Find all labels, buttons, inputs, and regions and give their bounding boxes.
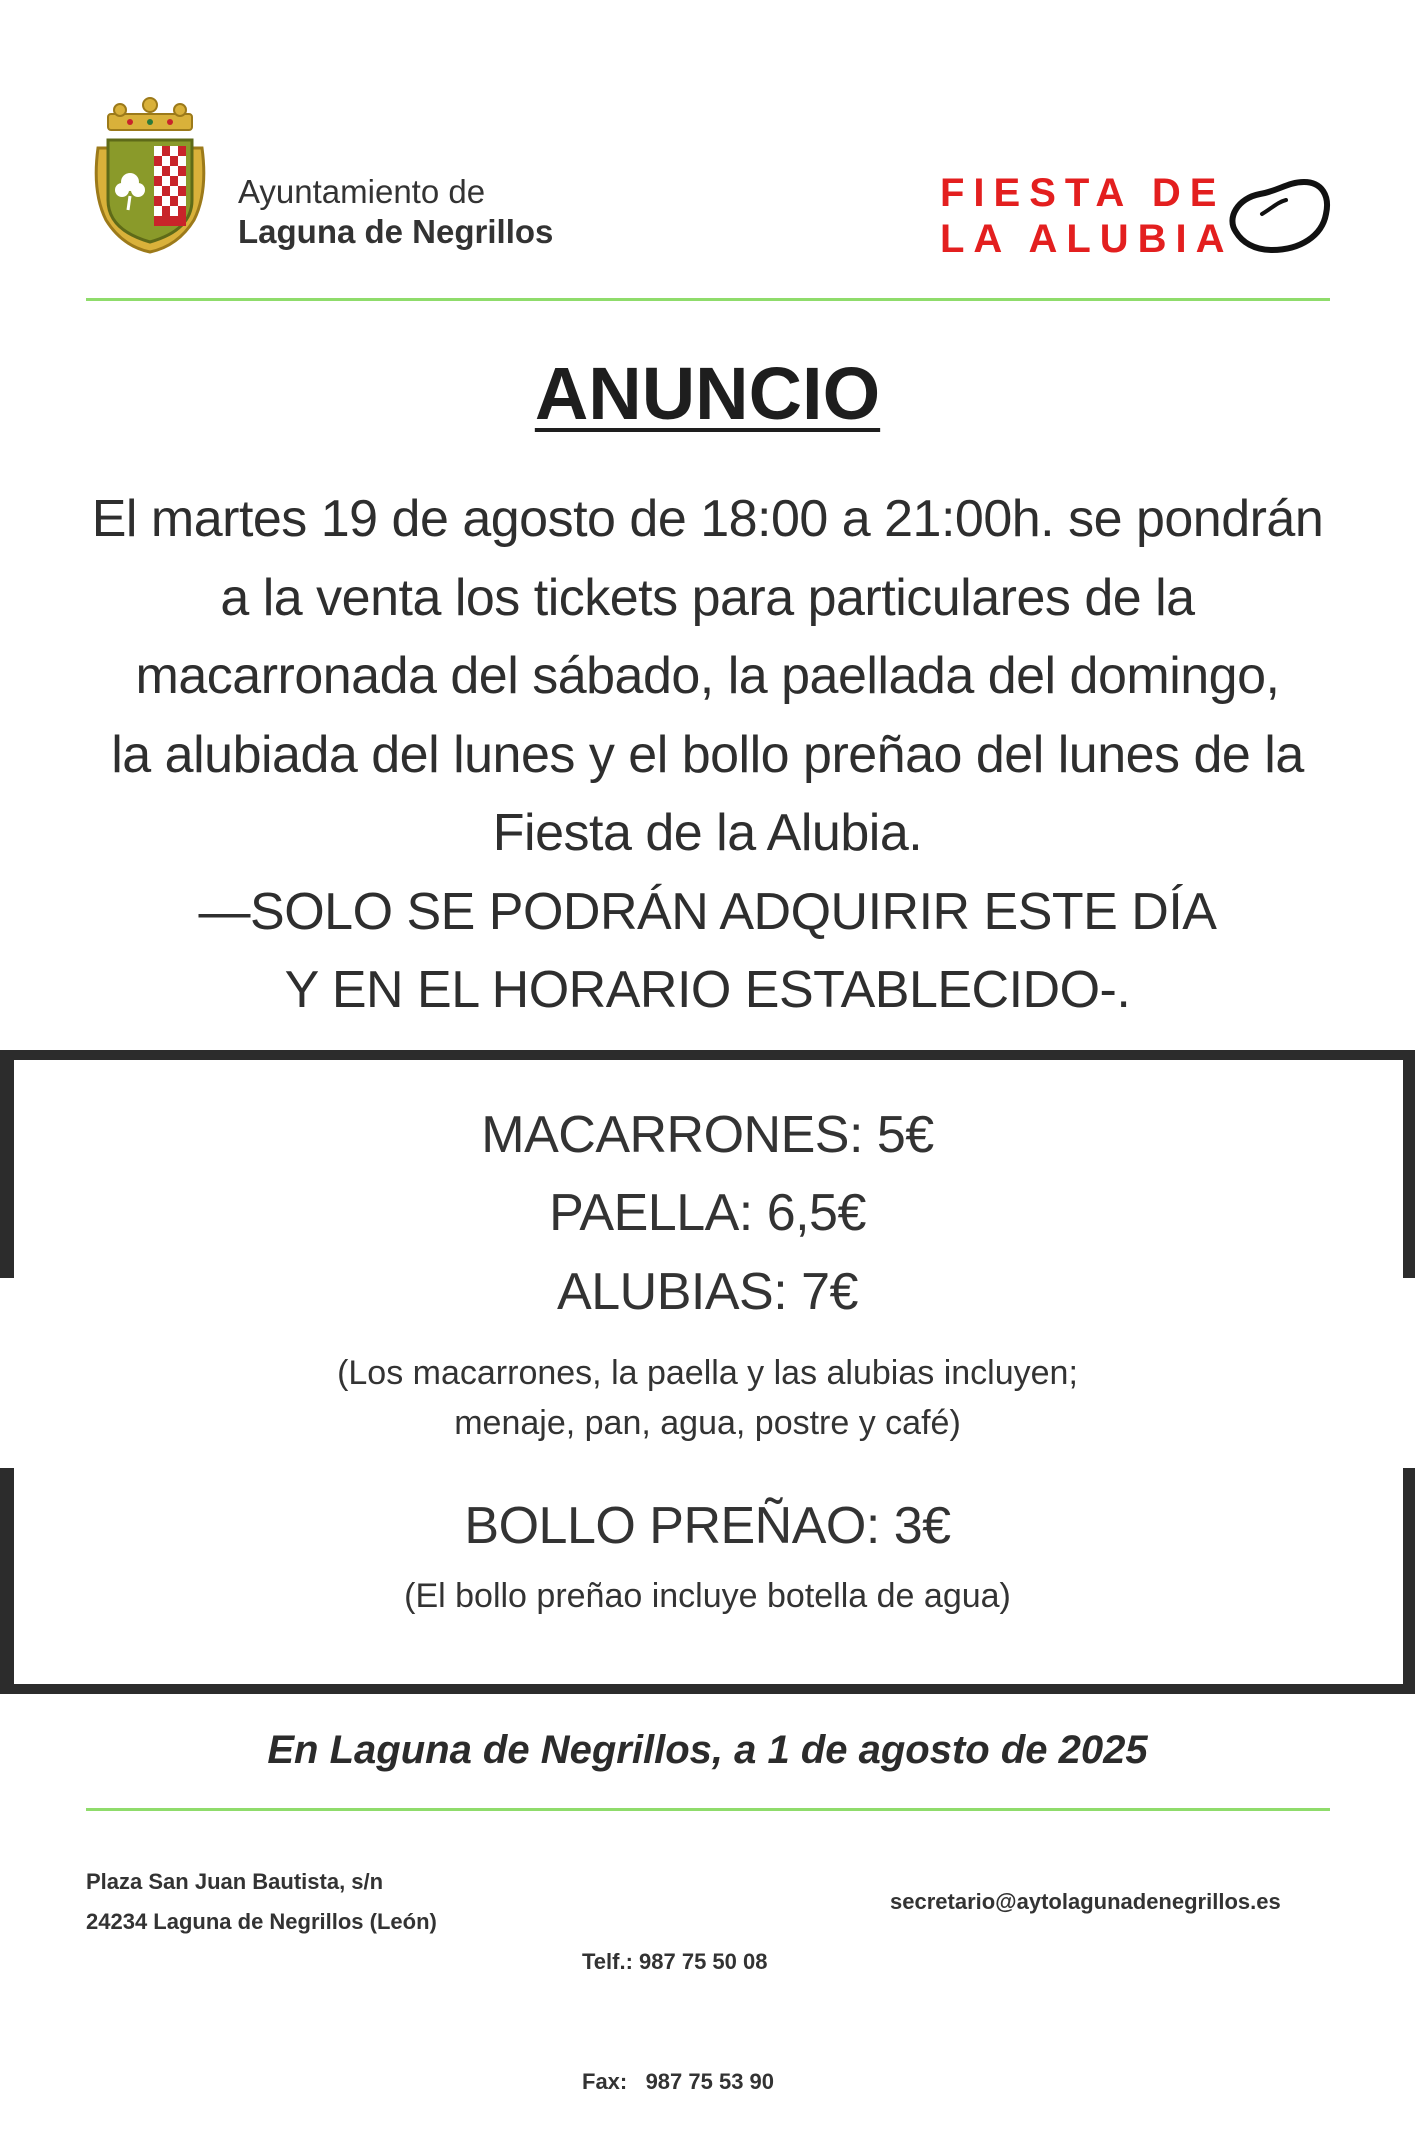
- announcement-line: a la venta los tickets para particulares de la: [220, 568, 1195, 627]
- price-box-top-border: [0, 1050, 1415, 1060]
- fiesta-logo-text: [940, 170, 1234, 262]
- price-box-bottom-border: [0, 1684, 1415, 1694]
- price-macarrones: MACARRONES: 5€: [481, 1106, 934, 1164]
- header-divider: [86, 298, 1330, 301]
- bean-icon: [1222, 174, 1332, 258]
- announcement-line: —SOLO SE PODRÁN ADQUIRIR ESTE DÍA: [198, 882, 1217, 941]
- page-title-text: ANUNCIO: [534, 352, 881, 435]
- org-line-2: Laguna de Negrillos: [238, 213, 554, 250]
- announcement-line: El martes 19 de agosto de 18:00 a 21:00h. se pondrán: [91, 490, 1324, 548]
- bollo-note: (El bollo preñao incluye botella de agua): [404, 1577, 1011, 1615]
- fiesta-logo: [940, 170, 1340, 260]
- price-note-line-2: menaje, pan, agua, postre y café): [454, 1404, 961, 1442]
- price-alubias: ALUBIAS: 7€: [557, 1263, 858, 1321]
- fiesta-line-1: FIESTA DE: [940, 171, 1226, 215]
- organization-name: [238, 172, 553, 252]
- announcement-line: Y EN EL HORARIO ESTABLECIDO-.: [284, 961, 1131, 1019]
- coat-of-arms-icon: [92, 96, 208, 254]
- footer-divider: [86, 1808, 1330, 1811]
- price-paella: PAELLA: 6,5€: [549, 1184, 866, 1242]
- price-note-line-1: (Los macarrones, la paella y las alubias incluyen;: [337, 1354, 1078, 1392]
- fiesta-line-2: LA ALUBIA: [940, 217, 1234, 261]
- footer-address: [86, 1862, 437, 1942]
- address-line-1: Plaza San Juan Bautista, s/n: [86, 1869, 384, 1894]
- page-title: [0, 352, 1415, 436]
- announcement-line: macarronada del sábado, la paellada del domingo,: [135, 647, 1280, 705]
- org-line-1: Ayuntamiento de: [238, 173, 486, 210]
- footer-email[interactable]: secretario@aytolagunadenegrillos.es: [890, 1889, 1281, 1914]
- announcement-line: Fiesta de la Alubia.: [492, 804, 923, 862]
- date-line: En Laguna de Negrillos, a 1 de agosto de 2025: [267, 1728, 1148, 1772]
- announcement-text: [20, 480, 1395, 1030]
- footer-contact: [582, 1862, 774, 2142]
- phone-number: Telf.: 987 75 50 08: [582, 1949, 768, 1974]
- price-bollo: BOLLO PREÑAO: 3€: [464, 1497, 951, 1555]
- announcement-line: la alubiada del lunes y el bollo preñao del lunes de la: [111, 725, 1304, 784]
- address-line-2: 24234 Laguna de Negrillos (León): [86, 1909, 437, 1934]
- fax-number: Fax: 987 75 53 90: [582, 2069, 775, 2094]
